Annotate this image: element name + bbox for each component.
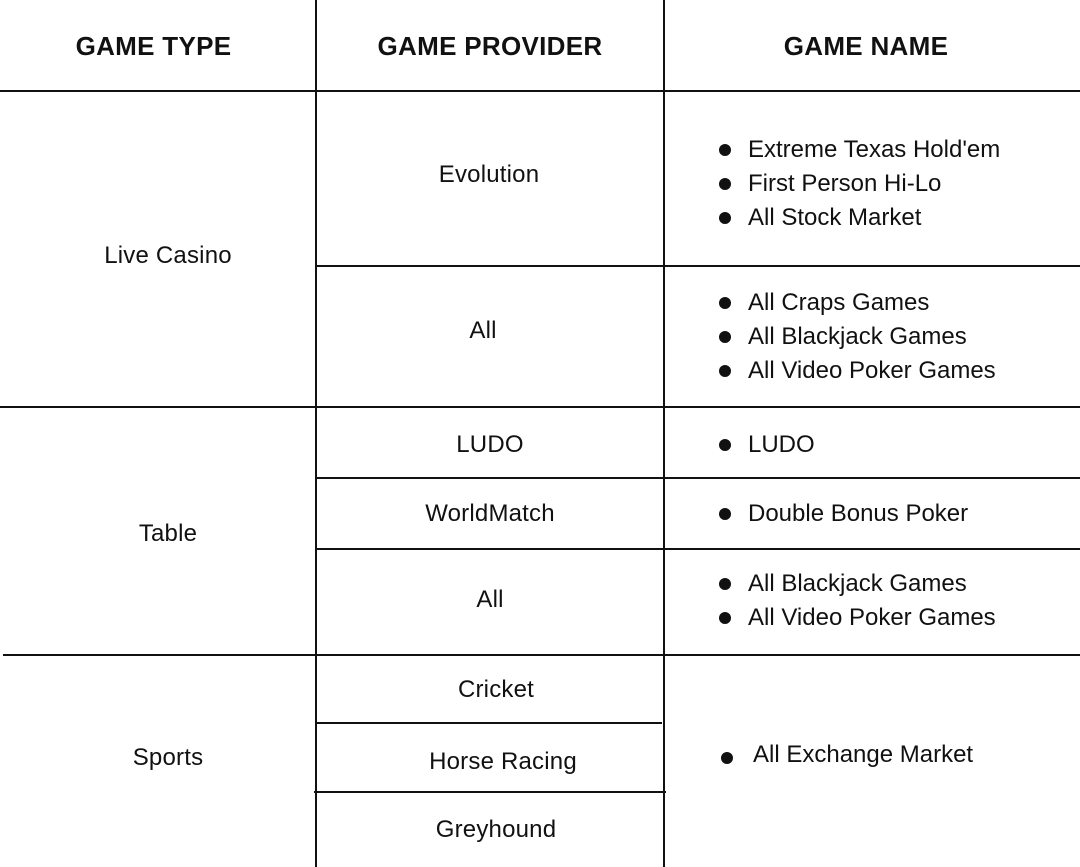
game-list-all-live-casino	[719, 286, 996, 388]
list-item	[719, 497, 968, 531]
list-item	[719, 428, 815, 462]
provider-cricket: Cricket	[457, 676, 535, 703]
game-list-sports	[721, 738, 973, 772]
provider-all-live-casino: All	[469, 316, 497, 344]
header-game-name: GAME NAME	[783, 30, 949, 61]
list-item	[719, 320, 996, 354]
list-item	[719, 601, 996, 635]
bullet-icon	[719, 178, 731, 190]
game-list-evolution	[719, 133, 1000, 235]
game-name: Extreme Texas Hold'em	[748, 136, 1001, 163]
list-item	[721, 738, 973, 772]
game-name: All Video Poker Games	[748, 357, 996, 384]
list-item	[719, 567, 996, 601]
bullet-icon	[719, 612, 731, 624]
game-list-worldmatch	[719, 497, 968, 531]
bullet-icon	[719, 439, 731, 451]
header-game-type: GAME TYPE	[75, 30, 232, 61]
bullet-icon	[719, 508, 731, 520]
provider-ludo: LUDO	[456, 431, 524, 458]
game-name: All Craps Games	[748, 289, 930, 316]
bullet-icon	[721, 752, 733, 764]
provider-horse-racing: Horse Racing	[429, 748, 577, 775]
game-name: Double Bonus Poker	[748, 500, 969, 527]
list-item	[719, 354, 996, 388]
header-game-provider: GAME PROVIDER	[377, 30, 603, 61]
list-item	[719, 201, 1000, 235]
game-type-live-casino: Live Casino	[104, 242, 232, 269]
game-name: All Exchange Market	[753, 741, 974, 768]
game-name: All Blackjack Games	[748, 570, 967, 597]
game-name: All Video Poker Games	[748, 604, 996, 631]
list-item	[719, 167, 1000, 201]
game-list-ludo	[719, 428, 815, 462]
bullet-icon	[719, 331, 731, 343]
provider-worldmatch: WorldMatch	[425, 500, 555, 527]
game-type-table: Table	[138, 520, 198, 547]
bullet-icon	[719, 144, 731, 156]
bullet-icon	[719, 578, 731, 590]
list-item	[719, 133, 1000, 167]
list-item	[719, 286, 996, 320]
provider-greyhound: Greyhound	[435, 815, 557, 843]
game-name: LUDO	[748, 431, 815, 458]
provider-evolution: Evolution	[438, 161, 540, 188]
game-list-all-table	[719, 567, 996, 635]
game-name: First Person Hi-Lo	[748, 170, 942, 197]
bullet-icon	[719, 297, 731, 309]
game-name: All Blackjack Games	[748, 323, 967, 350]
game-type-sports: Sports	[132, 744, 204, 771]
bullet-icon	[719, 212, 731, 224]
bullet-icon	[719, 365, 731, 377]
game-name: All Stock Market	[748, 204, 922, 231]
provider-all-table: All	[476, 585, 504, 613]
